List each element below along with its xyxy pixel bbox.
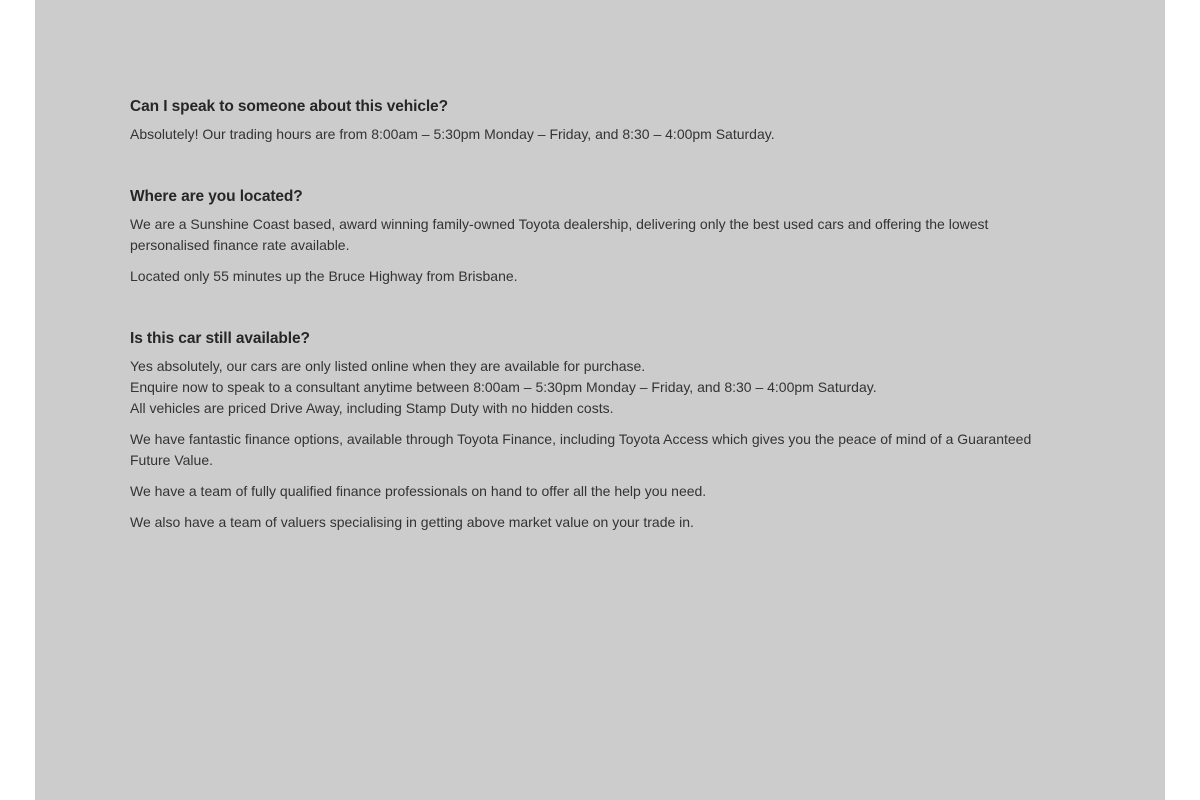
faq-answer-line: We have fantastic finance options, available through Toyota Finance, including Toyota Access which gives you the peace of mind of a Guaranteed (130, 431, 1032, 447)
faq-answer-paragraph (130, 429, 1090, 471)
faq-question: Can I speak to someone about this vehicle? (130, 98, 448, 115)
faq-answer-line: We also have a team of valuers specialising in getting above market value on your trade in. (130, 514, 694, 530)
faq-answer-line: Yes absolutely, our cars are only listed online when they are available for purchase. (130, 358, 646, 374)
faq-question: Is this car still available? (130, 330, 310, 347)
faq-answer-paragraph (130, 124, 1090, 145)
faq-answer-paragraph (130, 266, 1090, 287)
faq-answer-line: We are a Sunshine Coast based, award winning family-owned Toyota dealership, delivering only the best used cars and offering the lowest (130, 216, 989, 232)
faq-section-speak-to-someone (130, 96, 1090, 145)
faq-answer-line: Absolutely! Our trading hours are from 8:00am – 5:30pm Monday – Friday, and 8:30 – 4:00pm Saturday. (130, 126, 775, 142)
faq-content (130, 96, 1090, 533)
faq-answer-paragraph (130, 356, 1090, 419)
faq-answer-paragraph (130, 512, 1090, 533)
faq-panel (35, 0, 1165, 800)
faq-answer-line: personalised finance rate available. (130, 237, 350, 253)
faq-section-availability (130, 328, 1090, 533)
faq-answer-line: We have a team of fully qualified finance professionals on hand to offer all the help you need. (130, 483, 707, 499)
faq-answer-line: Future Value. (130, 452, 214, 468)
faq-answer-paragraph (130, 214, 1090, 256)
faq-answer-line: Enquire now to speak to a consultant anytime between 8:00am – 5:30pm Monday – Friday, and 8:30 – 4:00pm Saturday. (130, 379, 877, 395)
faq-answer-line: Located only 55 minutes up the Bruce Highway from Brisbane. (130, 268, 518, 284)
faq-section-location (130, 186, 1090, 287)
faq-answer-paragraph (130, 481, 1090, 502)
faq-answer-line: All vehicles are priced Drive Away, including Stamp Duty with no hidden costs. (130, 400, 614, 416)
faq-question: Where are you located? (130, 188, 303, 205)
